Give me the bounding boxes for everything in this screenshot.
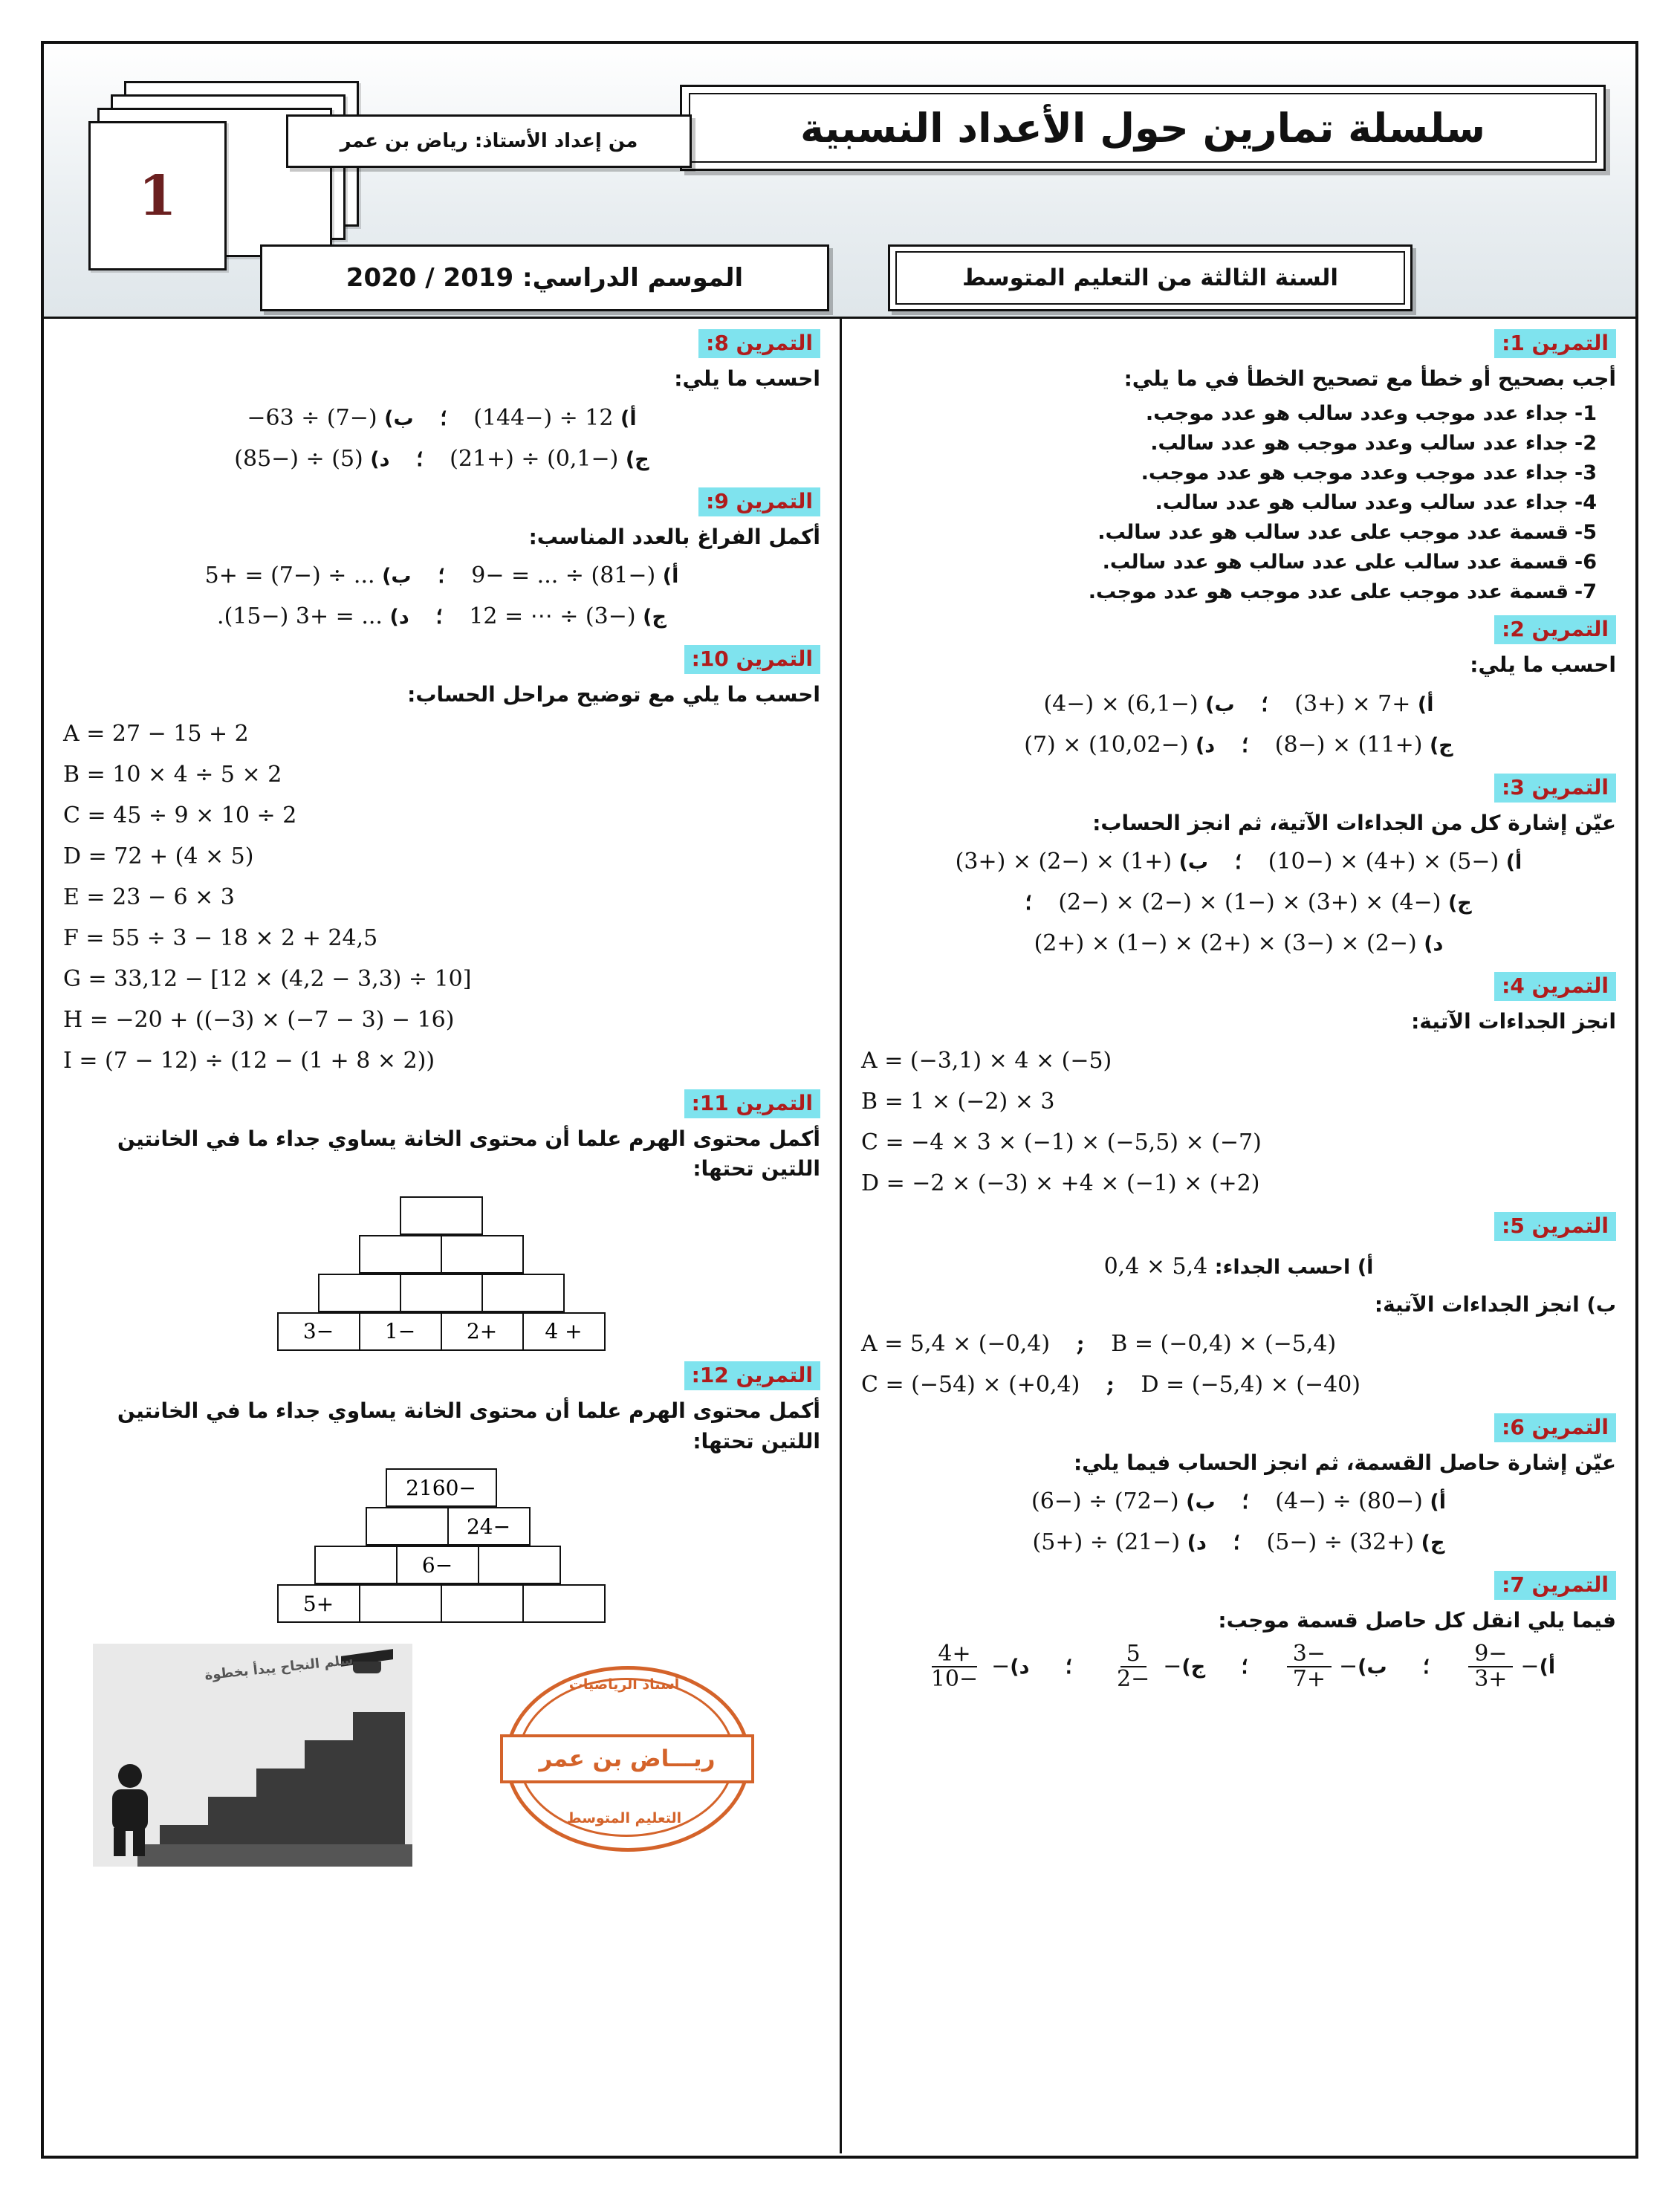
exercise-8 <box>63 329 820 477</box>
item-label-c: ج) <box>625 447 649 471</box>
item-label-b: ب) <box>1205 693 1235 716</box>
equation-F: F = 55 ÷ 3 − 18 × 2 + 24,5 <box>63 924 378 951</box>
exercise-1-prompt: أجب بصحيح أو خطأ مع تصحيح الخطأ في ما يلي: <box>1123 366 1616 391</box>
item-label-b: ب) <box>382 565 412 589</box>
exercise-10-prompt: احسب ما يلي مع توضيح مراحل الحساب: <box>407 682 820 707</box>
exercise-11 <box>63 1089 820 1351</box>
exercise-8-line-1: أ) 12 ÷ (−144) ؛ ب) (−7) ÷ 63− <box>247 404 637 431</box>
list-item <box>861 579 1597 605</box>
item-text: قسمة عدد موجب على عدد سالب هو عدد سالب. <box>1097 520 1569 544</box>
equation-D: D = (−5,4) × (−40) <box>1141 1371 1360 1398</box>
item-label-c: ج) <box>643 606 667 629</box>
list-item <box>861 460 1597 486</box>
fraction-a <box>1465 1642 1555 1692</box>
equation-E: E = 23 − 6 × 3 <box>63 884 235 910</box>
equation-H: H = −20 + ((−3) × (−7 − 3) − 16) <box>63 1006 455 1033</box>
list-item <box>861 490 1597 516</box>
expression-c: (−0,1) ÷ (+21) <box>450 445 619 472</box>
item-label-d: د) <box>1195 733 1216 757</box>
item-label-a: أ) <box>1505 851 1522 875</box>
part-b-text: انجز الجداءات الآتية: <box>1374 1292 1580 1317</box>
equation-D: D = 72 + (4 × 5) <box>63 843 254 869</box>
exercise-5-line-2 <box>861 1367 1616 1403</box>
exercise-3-prompt: عيّن إشارة كل من الجداءات الآتية، ثم انجز الحساب: <box>1092 810 1616 835</box>
expression-a: (−5) × (+4) × (−10) <box>1268 849 1499 875</box>
expression-d: (5) ÷ (−85) <box>234 445 363 472</box>
numerator: +4 <box>932 1642 976 1667</box>
pyramid-cell[interactable]: −24 <box>447 1507 531 1546</box>
exercise-2-title: التمرين 2: <box>1494 615 1616 644</box>
expression-c: (−4) × (+3) × (−1) × (−2) × (−2) <box>1058 889 1441 916</box>
item-label-c: ج) <box>1421 1531 1445 1555</box>
exercise-8-prompt: احسب ما يلي: <box>674 366 820 391</box>
footer-artwork <box>63 1636 820 1881</box>
page-header <box>44 44 1635 319</box>
numerator: 5 <box>1120 1642 1147 1667</box>
item-number: 7- <box>1574 580 1597 604</box>
equation-A: A = (−3,1) × 4 × (−5) <box>861 1048 1112 1074</box>
item-label-a: أ) <box>1417 693 1434 716</box>
teacher-stamp <box>479 1651 769 1859</box>
fraction-d <box>922 1642 1030 1692</box>
exercise-4 <box>861 972 1616 1202</box>
expression-d: ... = +3 (−15). <box>217 603 383 630</box>
item-text: جداء عدد موجب وعدد موجب هو عدد موجب. <box>1141 461 1569 484</box>
stamp-bottom-text: التعليم المتوسط <box>566 1810 682 1827</box>
item-text: جداء عدد موجب وعدد سالب هو عدد موجب. <box>1145 401 1569 425</box>
expression-b: (−7) ÷ 63− <box>247 404 377 431</box>
equation-I: I = (7 − 12) ÷ (12 − (1 + 8 × 2)) <box>63 1047 435 1074</box>
pyramid-row-1 <box>63 1468 820 1507</box>
equation-G: G = 33,12 − [12 × (4,2 − 3,3) ÷ 10] <box>63 965 472 992</box>
item-label-d: د) <box>389 606 409 629</box>
level-label: السنة الثالثة من التعليم المتوسط <box>895 251 1405 305</box>
item-label-a: أ) <box>1357 1256 1374 1280</box>
equation-C: C = −4 × 3 × (−1) × (−5,5) × (−7) <box>861 1129 1262 1156</box>
exercise-12-prompt: أكمل محتوى الهرم علما أن محتوى الخانة يساوي جداء ما في الخانتين اللتين تحتها: <box>117 1398 820 1453</box>
exercise-6-line-2: ج) (+32) ÷ (−5) ؛ د) (−21) ÷ (+5) <box>1032 1529 1445 1556</box>
item-label-a: أ) <box>620 406 637 430</box>
exercise-6-prompt: عيّن إشارة حاصل القسمة، ثم انجز الحساب فيما يلي: <box>1073 1450 1616 1475</box>
exercise-7 <box>861 1571 1616 1691</box>
right-column <box>840 319 1635 2153</box>
item-number: 3- <box>1574 461 1597 484</box>
pyramid-2 <box>63 1468 820 1623</box>
pyramid-cell[interactable]: −2160 <box>386 1468 497 1507</box>
item-label-d: د) <box>1010 1655 1030 1679</box>
exercise-10-title: التمرين 10: <box>684 645 820 674</box>
exercise-6-title: التمرين 6: <box>1494 1413 1616 1442</box>
exercise-3-line-1: أ) (−5) × (+4) × (−10) ؛ ب) (+1) × (−2) × (+3) <box>955 849 1522 875</box>
exercise-4-lines <box>861 1043 1616 1202</box>
exercise-3-line-2: ج) (−4) × (+3) × (−1) × (−2) × (−2) ؛ <box>1025 889 1472 916</box>
item-label-b: ب) <box>1186 1491 1216 1514</box>
exercise-4-prompt: انجز الجداءات الآتية: <box>1411 1009 1616 1034</box>
expression-b: (−72) ÷ (−6) <box>1031 1488 1179 1515</box>
item-label-c: ج) <box>1447 892 1472 915</box>
exercise-1-items <box>861 401 1597 606</box>
pyramid-cell[interactable] <box>359 1235 442 1274</box>
exercise-1 <box>861 329 1616 605</box>
pyramid-row-4 <box>63 1312 820 1351</box>
stairs-caption: سلم النجاح يبدأ بخطوة <box>204 1652 354 1684</box>
item-number: 6- <box>1574 551 1597 574</box>
exercise-5-line-1 <box>861 1326 1616 1362</box>
pyramid-row-3 <box>63 1274 820 1312</box>
pyramid-row-1 <box>63 1196 820 1235</box>
exercise-4-title: التمرين 4: <box>1494 972 1616 1001</box>
exercise-8-title: التمرين 8: <box>698 329 820 358</box>
item-number: 4- <box>1574 490 1597 514</box>
card-front <box>88 121 227 270</box>
pyramid-cell[interactable] <box>441 1235 524 1274</box>
pyramid-row-3 <box>63 1546 813 1584</box>
item-number: 2- <box>1574 431 1597 455</box>
minus-sign: − <box>1339 1653 1358 1680</box>
school-year: الموسم الدراسي: 2019 / 2020 <box>260 244 829 311</box>
exercise-12-title: التمرين 12: <box>684 1361 820 1390</box>
expression-b: (−6,1) × (−4) <box>1043 690 1199 717</box>
equation-B: B = (−0,4) × (−5,4) <box>1111 1330 1337 1357</box>
item-label-d: د) <box>370 447 390 471</box>
separator: ; <box>1076 1330 1085 1357</box>
exercise-12 <box>63 1361 820 1623</box>
exercise-9 <box>63 487 820 635</box>
fraction-b <box>1284 1642 1387 1692</box>
item-label-b: ب) <box>1178 851 1209 875</box>
page-number: 1 <box>138 163 177 228</box>
left-column <box>44 319 840 2153</box>
list-item <box>861 430 1597 456</box>
pyramid-cell[interactable]: −1 <box>359 1312 442 1351</box>
exercise-2 <box>861 615 1616 763</box>
exercise-10-lines <box>63 716 820 1079</box>
exercise-2-line-2: ج) (+11) × (−8) ؛ د) (−10,02) × (7) <box>1024 731 1453 758</box>
pyramid-row-4 <box>63 1584 820 1623</box>
equation-C: C = 45 ÷ 9 × 10 ÷ 2 <box>63 802 297 829</box>
item-number: 1- <box>1574 401 1597 425</box>
item-number: 5- <box>1574 520 1597 544</box>
exercise-5 <box>861 1212 1616 1403</box>
exercise-9-line-2: ج) (−3) ÷ ⋯ = 12 ؛ د) ... = +3 (−15). <box>217 603 667 630</box>
denominator: −10 <box>930 1666 979 1693</box>
exercise-2-prompt: احسب ما يلي: <box>1470 652 1616 678</box>
item-label-d: د) <box>1424 933 1444 956</box>
worksheet-page <box>41 41 1638 2159</box>
stairs-illustration <box>93 1644 412 1867</box>
expression-a: 12 ÷ (−144) <box>473 404 614 431</box>
numerator: −9 <box>1468 1642 1513 1667</box>
exercise-11-title: التمرين 11: <box>684 1089 820 1118</box>
expression-c: (+32) ÷ (−5) <box>1266 1529 1415 1556</box>
pyramid-cell[interactable] <box>400 1196 483 1235</box>
minus-sign: − <box>991 1653 1011 1680</box>
list-item <box>861 519 1597 545</box>
denominator: −2 <box>1117 1666 1150 1693</box>
item-label-c: ج) <box>1181 1655 1206 1679</box>
expression-b: (+1) × (−2) × (+3) <box>955 849 1173 875</box>
exercise-5-part-b <box>861 1290 1616 1320</box>
pyramid-cell[interactable] <box>359 1584 442 1623</box>
pyramid-cell[interactable] <box>441 1584 524 1623</box>
pyramid-cell[interactable]: −6 <box>396 1546 479 1584</box>
equation-A: A = 27 − 15 + 2 <box>63 720 249 747</box>
list-item <box>861 549 1597 575</box>
stamp-name: ريـــاض بن عمر <box>500 1734 754 1783</box>
item-text: جداء عدد سالب وعدد موجب هو عدد سالب. <box>1150 431 1569 455</box>
item-label-d: د) <box>1187 1531 1207 1555</box>
minus-sign: − <box>1163 1653 1182 1680</box>
item-label-a: أ) <box>1430 1491 1447 1514</box>
exercise-11-prompt: أكمل محتوى الهرم علما أن محتوى الخانة يساوي جداء ما في الخانتين اللتين تحتها: <box>117 1126 820 1181</box>
expression-a: 5,4 × 0,4 <box>1103 1254 1208 1280</box>
item-text: جداء عدد سالب وعدد سالب هو عدد سالب. <box>1155 490 1569 514</box>
pyramid-cell[interactable]: −3 <box>277 1312 360 1351</box>
pyramid-cell[interactable] <box>314 1546 398 1584</box>
exercise-3-line-3 <box>861 926 1616 962</box>
exercise-9-prompt: أكمل الفراغ بالعدد المناسب: <box>528 524 820 549</box>
expression-a: (−81) ÷ ... = −9 <box>471 563 656 589</box>
expression-c: (+11) × (−8) <box>1274 731 1423 758</box>
exercise-6 <box>861 1413 1616 1561</box>
expression-c: (−3) ÷ ⋯ = 12 <box>469 603 636 630</box>
item-label-b: ب) <box>1586 1294 1616 1317</box>
level-box <box>888 244 1413 311</box>
item-text: قسمة عدد سالب على عدد سالب هو عدد سالب. <box>1102 551 1569 574</box>
pyramid-cell[interactable]: +2 <box>441 1312 524 1351</box>
exercise-3 <box>861 774 1616 962</box>
person-icon <box>108 1764 152 1853</box>
item-label-a: أ) <box>1539 1655 1556 1679</box>
exercise-3-title: التمرين 3: <box>1494 774 1616 803</box>
pyramid-1 <box>63 1196 820 1351</box>
author-credit: من إعداد الأستاذ: رياض بن عمر <box>286 114 692 168</box>
part-a-text: احسب الجداء: <box>1214 1256 1351 1280</box>
expression-a: +7 × (+3) <box>1294 690 1411 717</box>
denominator: +7 <box>1292 1666 1326 1693</box>
pyramid-cell[interactable]: + 4 <box>522 1312 606 1351</box>
exercise-7-prompt: فيما يلي انقل كل حاصل قسمة موجب: <box>1218 1608 1616 1633</box>
numerator: −3 <box>1287 1642 1332 1667</box>
item-text: قسمة عدد موجب على عدد موجب هو عدد موجب. <box>1088 580 1569 604</box>
equation-A: A = 5,4 × (−0,4) <box>861 1330 1051 1357</box>
equation-B: B = 10 × 4 ÷ 5 × 2 <box>63 761 282 788</box>
exercise-1-title: التمرين 1: <box>1494 329 1616 358</box>
minus-sign: − <box>1520 1653 1540 1680</box>
item-label-b: ب) <box>1358 1655 1387 1679</box>
pyramid-cell[interactable] <box>318 1274 401 1312</box>
exercise-7-fractions: أ) − $\frac{-9}{+3}$ ؛ ب) − $\frac{-3}{+7}$ ؛ ج) − $\frac{5}{-2}$ ؛ د) − $\frac{+4}{-10}$ <box>861 1642 1616 1692</box>
item-label-b: ب) <box>384 406 414 430</box>
exercise-10 <box>63 645 820 1079</box>
exercise-8-line-2: ج) (−0,1) ÷ (+21) ؛ د) (5) ÷ (−85) <box>234 445 649 472</box>
exercise-6-line-1: أ) (−80) ÷ (−4) ؛ ب) (−72) ÷ (−6) <box>1031 1488 1447 1515</box>
document-title-box <box>680 85 1606 171</box>
equation-D: D = −2 × (−3) × +4 × (−1) × (+2) <box>861 1170 1260 1197</box>
pyramid-row-2 <box>63 1507 834 1546</box>
pyramid-cell[interactable] <box>400 1274 483 1312</box>
exercise-9-line-1: أ) (−81) ÷ ... = −9 ؛ ب) ... ÷ (−7) = +5 <box>204 563 679 589</box>
equation-C: C = (−54) × (+0,4) <box>861 1371 1080 1398</box>
document-title: سلسلة تمارين حول الأعداد النسبية <box>689 93 1597 163</box>
exercise-9-title: التمرين 9: <box>698 487 820 516</box>
expression-d: (−2) × (−3) × (+2) × (−1) × (+2) <box>1034 930 1417 957</box>
exercise-5-part-a <box>861 1249 1616 1285</box>
denominator: +3 <box>1474 1666 1508 1693</box>
equation-B: B = 1 × (−2) × 3 <box>861 1089 1055 1115</box>
item-label-a: أ) <box>662 565 679 589</box>
expression-d: (−10,02) × (7) <box>1024 731 1189 758</box>
pyramid-cell[interactable]: +5 <box>277 1584 360 1623</box>
exercise-5-title: التمرين 5: <box>1494 1212 1616 1241</box>
expression-d: (−21) ÷ (+5) <box>1032 1529 1181 1556</box>
fraction-c <box>1108 1642 1205 1692</box>
expression-a: (−80) ÷ (−4) <box>1275 1488 1423 1515</box>
list-item <box>861 401 1597 427</box>
pyramid-cell[interactable] <box>478 1546 561 1584</box>
pyramid-cell[interactable] <box>522 1584 606 1623</box>
worksheet-content <box>44 319 1635 2153</box>
pyramid-row-2 <box>63 1235 820 1274</box>
pyramid-cell[interactable] <box>481 1274 565 1312</box>
expression-b: ... ÷ (−7) = +5 <box>204 563 375 589</box>
exercise-7-title: التمرين 7: <box>1494 1571 1616 1600</box>
pyramid-cell[interactable] <box>366 1507 449 1546</box>
stamp-top-text: أستاذ الرياضيات <box>568 1676 680 1693</box>
separator: ; <box>1106 1371 1115 1398</box>
item-label-c: ج) <box>1429 733 1453 757</box>
exercise-2-line-1: أ) +7 × (+3) ؛ ب) (−6,1) × (−4) <box>1043 690 1434 717</box>
